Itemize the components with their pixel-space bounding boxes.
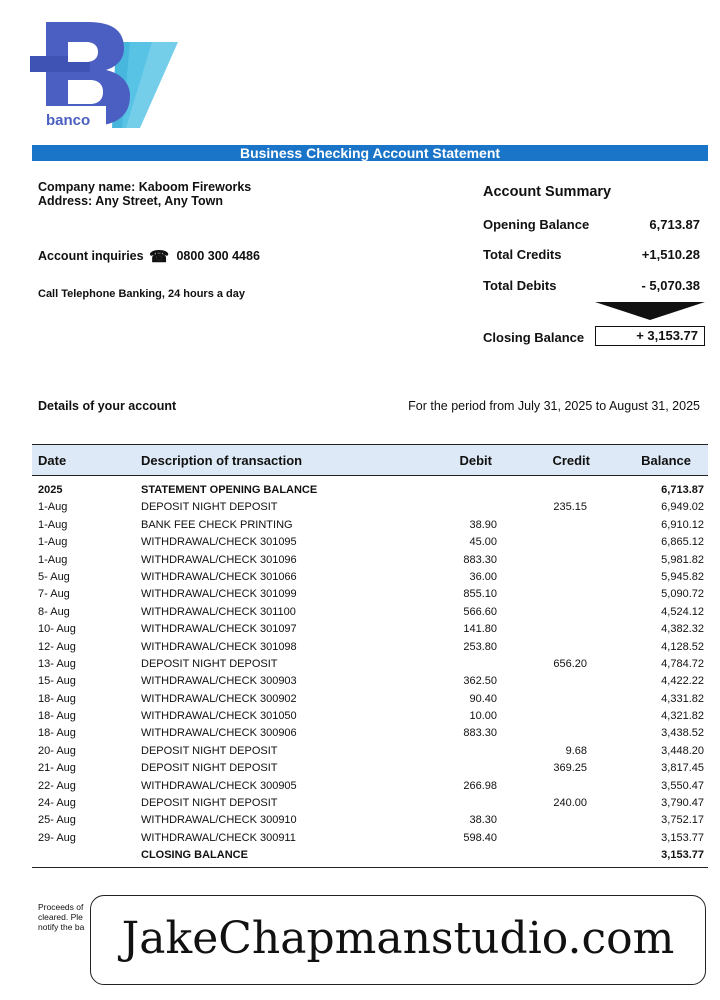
cell-credit: 369.25 [553, 762, 587, 775]
header-credit: Credit [552, 453, 590, 468]
cell-debit: 883.30 [463, 553, 497, 566]
cell-balance: 6,949.02 [661, 501, 704, 514]
table-row [32, 691, 708, 708]
cell-balance: 3,438.52 [661, 727, 704, 740]
cell-date: 1-Aug [38, 501, 68, 514]
cell-date: 10- Aug [38, 623, 76, 636]
cell-date: 24- Aug [38, 797, 76, 810]
cell-description: WITHDRAWAL/CHECK 300902 [141, 692, 297, 705]
total-debits-value: - 5,070.38 [641, 278, 700, 293]
cell-description: WITHDRAWAL/CHECK 301098 [141, 640, 297, 653]
cell-debit: 883.30 [463, 727, 497, 740]
table-row [32, 586, 708, 603]
cell-date: 21- Aug [38, 762, 76, 775]
cell-description: WITHDRAWAL/CHECK 301095 [141, 536, 297, 549]
table-row [32, 517, 708, 534]
table-header [32, 444, 708, 476]
cell-balance: 3,153.77 [661, 831, 704, 844]
logo-text: banco [46, 112, 91, 129]
table-row [32, 552, 708, 569]
cell-debit: 253.80 [463, 640, 497, 653]
cell-description: DEPOSIT NIGHT DEPOSIT [141, 762, 278, 775]
cell-date: 12- Aug [38, 640, 76, 653]
cell-description: WITHDRAWAL/CHECK 300911 [141, 831, 296, 844]
total-credits-value: +1,510.28 [641, 247, 700, 262]
cell-credit: 235.15 [553, 501, 587, 514]
opening-balance-label: Opening Balance [483, 217, 590, 232]
company-name: Company name: Kaboom Fireworks [38, 180, 252, 194]
cell-description: WITHDRAWAL/CHECK 301096 [141, 553, 297, 566]
cell-date: 18- Aug [38, 710, 76, 723]
cell-description: WITHDRAWAL/CHECK 300910 [141, 814, 297, 827]
opening-balance-value: 6,713.87 [649, 217, 700, 232]
cell-description: WITHDRAWAL/CHECK 300903 [141, 675, 297, 688]
cell-description: STATEMENT OPENING BALANCE [141, 484, 318, 496]
header-date: Date [38, 453, 67, 468]
closing-balance-label: Closing Balance [483, 330, 585, 345]
cell-description: WITHDRAWAL/CHECK 300905 [141, 779, 297, 792]
account-inquiries [38, 247, 260, 267]
cell-balance: 3,448.20 [661, 744, 704, 757]
cell-date: 25- Aug [38, 814, 76, 827]
footer-note [38, 902, 98, 932]
cell-balance: 6,910.12 [661, 518, 704, 531]
cell-date: 18- Aug [38, 727, 76, 740]
telephone-icon: ☎ [149, 249, 169, 266]
header-debit: Debit [459, 453, 492, 468]
cell-date: 15- Aug [38, 675, 76, 688]
cell-date: 18- Aug [38, 692, 76, 705]
cell-description: BANK FEE CHECK PRINTING [141, 518, 293, 531]
cell-balance: 4,524.12 [661, 605, 704, 618]
cell-debit: 38.90 [469, 518, 497, 531]
cell-credit: 240.00 [553, 797, 587, 810]
total-debits-label: Total Debits [483, 278, 557, 293]
inquiries-label: Account inquiries [38, 249, 144, 263]
cell-debit: 38.30 [469, 814, 497, 827]
details-label: Details of your account [38, 399, 177, 413]
cell-debit: 362.50 [463, 675, 497, 688]
cell-balance: 4,331.82 [661, 692, 704, 705]
statement-period: For the period from July 31, 2025 to August 31, 2025 [408, 399, 700, 413]
cell-description: DEPOSIT NIGHT DEPOSIT [141, 797, 278, 810]
header-description: Description of transaction [141, 453, 303, 468]
cell-credit: 9.68 [565, 744, 587, 757]
cell-date: 7- Aug [38, 588, 70, 601]
footer-note-line: notify the ba [38, 922, 85, 932]
table-row [32, 639, 708, 656]
table-row [32, 499, 708, 516]
cell-date: 20- Aug [38, 744, 76, 757]
cell-balance: 3,153.77 [661, 849, 704, 862]
cell-date: 1-Aug [38, 536, 68, 549]
transactions-table [32, 444, 708, 868]
summary-title: Account Summary [483, 184, 612, 200]
statement-title: Business Checking Account Statement [32, 145, 708, 161]
cell-balance: 4,321.82 [661, 710, 704, 723]
cell-debit: 90.40 [469, 692, 497, 705]
cell-debit: 266.98 [463, 779, 497, 792]
banking-note: Call Telephone Banking, 24 hours a day [38, 288, 246, 300]
table-row [32, 604, 708, 621]
cell-debit: 141.80 [463, 623, 497, 636]
closing-balance-value: + 3,153.77 [595, 326, 705, 346]
cell-date: 2025 [38, 484, 63, 496]
cell-balance: 4,422.22 [661, 675, 704, 688]
table-row [32, 743, 708, 760]
watermark: JakeChapmanstudio.com [90, 895, 706, 985]
cell-description: WITHDRAWAL/CHECK 301097 [141, 623, 297, 636]
cell-balance: 6,713.87 [661, 484, 704, 496]
cell-description: DEPOSIT NIGHT DEPOSIT [141, 657, 278, 670]
table-row [32, 673, 708, 690]
cell-debit: 566.60 [463, 605, 497, 618]
table-row [32, 847, 708, 864]
table-row [32, 760, 708, 777]
cell-date: 1-Aug [38, 553, 68, 566]
cell-description: CLOSING BALANCE [141, 849, 248, 862]
cell-credit: 656.20 [553, 657, 587, 670]
cell-balance: 4,128.52 [661, 640, 704, 653]
company-address: Address: Any Street, Any Town [38, 194, 223, 208]
cell-debit: 598.40 [463, 831, 497, 844]
cell-description: DEPOSIT NIGHT DEPOSIT [141, 501, 278, 514]
cell-balance: 3,550.47 [661, 779, 704, 792]
cell-balance: 6,865.12 [661, 536, 704, 549]
cell-description: DEPOSIT NIGHT DEPOSIT [141, 744, 278, 757]
table-row [32, 534, 708, 551]
cell-balance: 3,752.17 [661, 814, 704, 827]
table-row [32, 778, 708, 795]
cell-debit: 45.00 [469, 536, 497, 549]
cell-balance: 5,090.72 [661, 588, 704, 601]
bank-logo [28, 20, 178, 132]
cell-balance: 3,790.47 [661, 797, 704, 810]
table-row [32, 656, 708, 673]
cell-description: WITHDRAWAL/CHECK 301066 [141, 570, 297, 583]
cell-date: 22- Aug [38, 779, 76, 792]
cell-date: 13- Aug [38, 657, 76, 670]
arrow-down-icon [595, 302, 705, 320]
table-row [32, 482, 708, 499]
cell-balance: 4,784.72 [661, 657, 704, 670]
table-row [32, 621, 708, 638]
cell-date: 5- Aug [38, 570, 70, 583]
footer-note-line: cleared. Ple [38, 912, 83, 922]
table-row [32, 569, 708, 586]
table-row [32, 812, 708, 829]
cell-balance: 3,817.45 [661, 762, 704, 775]
cell-date: 29- Aug [38, 831, 76, 844]
cell-date: 8- Aug [38, 605, 70, 618]
cell-debit: 10.00 [469, 710, 497, 723]
cell-description: WITHDRAWAL/CHECK 301100 [141, 605, 296, 618]
total-credits-label: Total Credits [483, 247, 562, 262]
table-row [32, 795, 708, 812]
table-row [32, 708, 708, 725]
cell-description: WITHDRAWAL/CHECK 301050 [141, 710, 297, 723]
cell-balance: 5,981.82 [661, 553, 704, 566]
cell-balance: 4,382.32 [661, 623, 704, 636]
table-body [32, 476, 708, 868]
table-row [32, 830, 708, 847]
footer-note-line: Proceeds of [38, 902, 84, 912]
phone-number: 0800 300 4486 [176, 249, 260, 263]
cell-debit: 36.00 [469, 570, 497, 583]
cell-debit: 855.10 [463, 588, 497, 601]
cell-balance: 5,945.82 [661, 570, 704, 583]
cell-description: WITHDRAWAL/CHECK 301099 [141, 588, 297, 601]
cell-date: 1-Aug [38, 518, 68, 531]
cell-description: WITHDRAWAL/CHECK 300906 [141, 727, 297, 740]
header-balance: Balance [641, 453, 691, 468]
table-row [32, 725, 708, 742]
